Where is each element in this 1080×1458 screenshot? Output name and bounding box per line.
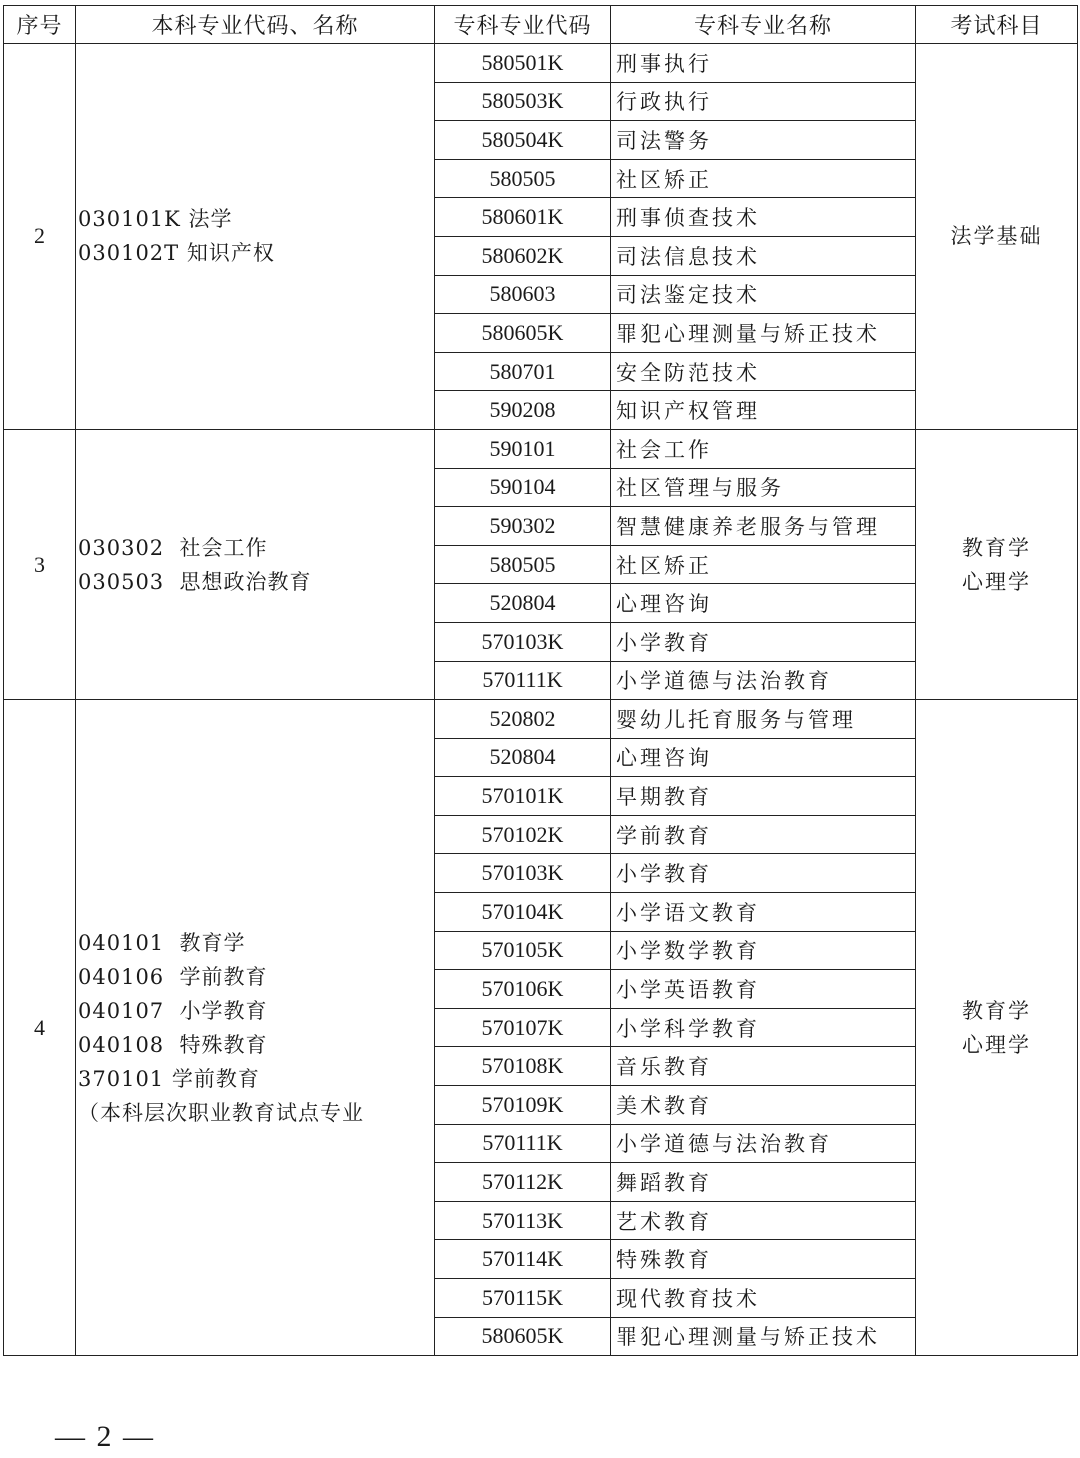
exam-subject-cell bbox=[916, 700, 1078, 1356]
table-row bbox=[4, 700, 1078, 739]
college-name-cell: 舞蹈教育 bbox=[611, 1163, 916, 1202]
college-name-cell: 婴幼儿托育服务与管理 bbox=[611, 700, 916, 739]
header-undergrad: 本科专业代码、名称 bbox=[76, 6, 435, 44]
college-name-cell: 刑事侦查技术 bbox=[611, 198, 916, 237]
college-name-cell: 社区管理与服务 bbox=[611, 468, 916, 507]
college-code-cell: 590104 bbox=[435, 468, 611, 507]
college-code-cell: 580504K bbox=[435, 121, 611, 160]
exam-subject: 心理学 bbox=[962, 1032, 1031, 1057]
header-name: 专科专业名称 bbox=[611, 6, 916, 44]
college-name-cell: 小学科学教育 bbox=[611, 1008, 916, 1047]
college-name-cell: 罪犯心理测量与矫正技术 bbox=[611, 1317, 916, 1356]
undergrad-major: 030102T 知识产权 bbox=[78, 241, 275, 266]
college-code-cell: 570115K bbox=[435, 1279, 611, 1318]
exam-subject: 法学基础 bbox=[950, 224, 1043, 249]
college-code-cell: 590101 bbox=[435, 429, 611, 468]
undergrad-cell bbox=[76, 429, 435, 699]
exam-subject-cell bbox=[916, 429, 1078, 699]
college-code-cell: 570106K bbox=[435, 970, 611, 1009]
college-code-cell: 580602K bbox=[435, 236, 611, 275]
undergrad-major: 040101 教育学 bbox=[78, 930, 246, 955]
college-code-cell: 570108K bbox=[435, 1047, 611, 1086]
college-name-cell: 罪犯心理测量与矫正技术 bbox=[611, 314, 916, 353]
college-name-cell: 小学语文教育 bbox=[611, 893, 916, 932]
college-code-cell: 570113K bbox=[435, 1201, 611, 1240]
college-name-cell: 司法信息技术 bbox=[611, 236, 916, 275]
college-name-cell: 小学数学教育 bbox=[611, 931, 916, 970]
college-name-cell: 社区矫正 bbox=[611, 159, 916, 198]
college-code-cell: 570104K bbox=[435, 893, 611, 932]
college-name-cell: 知识产权管理 bbox=[611, 391, 916, 430]
exam-subject-cell bbox=[916, 44, 1078, 430]
page-number: — 2 — bbox=[55, 1420, 155, 1453]
college-name-cell: 智慧健康养老服务与管理 bbox=[611, 507, 916, 546]
header-row bbox=[4, 6, 1078, 44]
college-code-cell: 570109K bbox=[435, 1086, 611, 1125]
undergrad-cell bbox=[76, 44, 435, 430]
undergrad-major: 370101 学前教育 bbox=[78, 1066, 260, 1091]
undergrad-cell bbox=[76, 700, 435, 1356]
table-row bbox=[4, 429, 1078, 468]
college-code-cell: 570112K bbox=[435, 1163, 611, 1202]
college-name-cell: 音乐教育 bbox=[611, 1047, 916, 1086]
college-code-cell: 570111K bbox=[435, 661, 611, 700]
college-name-cell: 社会工作 bbox=[611, 429, 916, 468]
college-name-cell: 小学道德与法治教育 bbox=[611, 1124, 916, 1163]
major-table-container bbox=[3, 5, 1077, 1356]
header-code: 专科专业代码 bbox=[435, 6, 611, 44]
undergrad-major: 040107 小学教育 bbox=[78, 998, 268, 1023]
header-exam: 考试科目 bbox=[916, 6, 1078, 44]
header-seq: 序号 bbox=[4, 6, 76, 44]
college-name-cell: 司法警务 bbox=[611, 121, 916, 160]
college-code-cell: 580601K bbox=[435, 198, 611, 237]
college-code-cell: 590208 bbox=[435, 391, 611, 430]
college-code-cell: 570105K bbox=[435, 931, 611, 970]
college-code-cell: 520804 bbox=[435, 584, 611, 623]
college-name-cell: 心理咨询 bbox=[611, 584, 916, 623]
college-name-cell: 小学道德与法治教育 bbox=[611, 661, 916, 700]
seq-cell: 3 bbox=[4, 429, 76, 699]
seq-cell: 4 bbox=[4, 700, 76, 1356]
college-name-cell: 刑事执行 bbox=[611, 44, 916, 83]
undergrad-major: 030101K 法学 bbox=[78, 207, 233, 232]
college-code-cell: 580605K bbox=[435, 1317, 611, 1356]
college-code-cell: 580505 bbox=[435, 545, 611, 584]
college-code-cell: 520802 bbox=[435, 700, 611, 739]
college-name-cell: 学前教育 bbox=[611, 815, 916, 854]
college-name-cell: 特殊教育 bbox=[611, 1240, 916, 1279]
major-table bbox=[3, 5, 1078, 1356]
college-name-cell: 小学英语教育 bbox=[611, 970, 916, 1009]
table-row bbox=[4, 44, 1078, 83]
college-name-cell: 行政执行 bbox=[611, 82, 916, 121]
college-name-cell: 社区矫正 bbox=[611, 545, 916, 584]
college-name-cell: 小学教育 bbox=[611, 622, 916, 661]
college-name-cell: 小学教育 bbox=[611, 854, 916, 893]
college-name-cell: 美术教育 bbox=[611, 1086, 916, 1125]
exam-subject: 心理学 bbox=[962, 569, 1031, 594]
undergrad-major: 030503 思想政治教育 bbox=[78, 569, 312, 594]
undergrad-major: （本科层次职业教育试点专业 bbox=[78, 1100, 364, 1125]
college-code-cell: 570102K bbox=[435, 815, 611, 854]
college-code-cell: 520804 bbox=[435, 738, 611, 777]
college-name-cell: 安全防范技术 bbox=[611, 352, 916, 391]
table-body bbox=[4, 44, 1078, 1356]
undergrad-major: 040106 学前教育 bbox=[78, 964, 268, 989]
college-code-cell: 580701 bbox=[435, 352, 611, 391]
college-code-cell: 590302 bbox=[435, 507, 611, 546]
college-name-cell: 司法鉴定技术 bbox=[611, 275, 916, 314]
college-name-cell: 早期教育 bbox=[611, 777, 916, 816]
seq-cell: 2 bbox=[4, 44, 76, 430]
exam-subject: 教育学 bbox=[962, 535, 1031, 560]
college-code-cell: 580603 bbox=[435, 275, 611, 314]
college-name-cell: 心理咨询 bbox=[611, 738, 916, 777]
college-code-cell: 570107K bbox=[435, 1008, 611, 1047]
college-code-cell: 580605K bbox=[435, 314, 611, 353]
undergrad-major: 030302 社会工作 bbox=[78, 535, 268, 560]
undergrad-major: 040108 特殊教育 bbox=[78, 1032, 268, 1057]
college-code-cell: 580501K bbox=[435, 44, 611, 83]
college-code-cell: 570103K bbox=[435, 622, 611, 661]
college-code-cell: 580503K bbox=[435, 82, 611, 121]
college-code-cell: 570111K bbox=[435, 1124, 611, 1163]
exam-subject: 教育学 bbox=[962, 998, 1031, 1023]
college-code-cell: 570103K bbox=[435, 854, 611, 893]
college-code-cell: 580505 bbox=[435, 159, 611, 198]
college-name-cell: 现代教育技术 bbox=[611, 1279, 916, 1318]
college-code-cell: 570114K bbox=[435, 1240, 611, 1279]
college-code-cell: 570101K bbox=[435, 777, 611, 816]
college-name-cell: 艺术教育 bbox=[611, 1201, 916, 1240]
